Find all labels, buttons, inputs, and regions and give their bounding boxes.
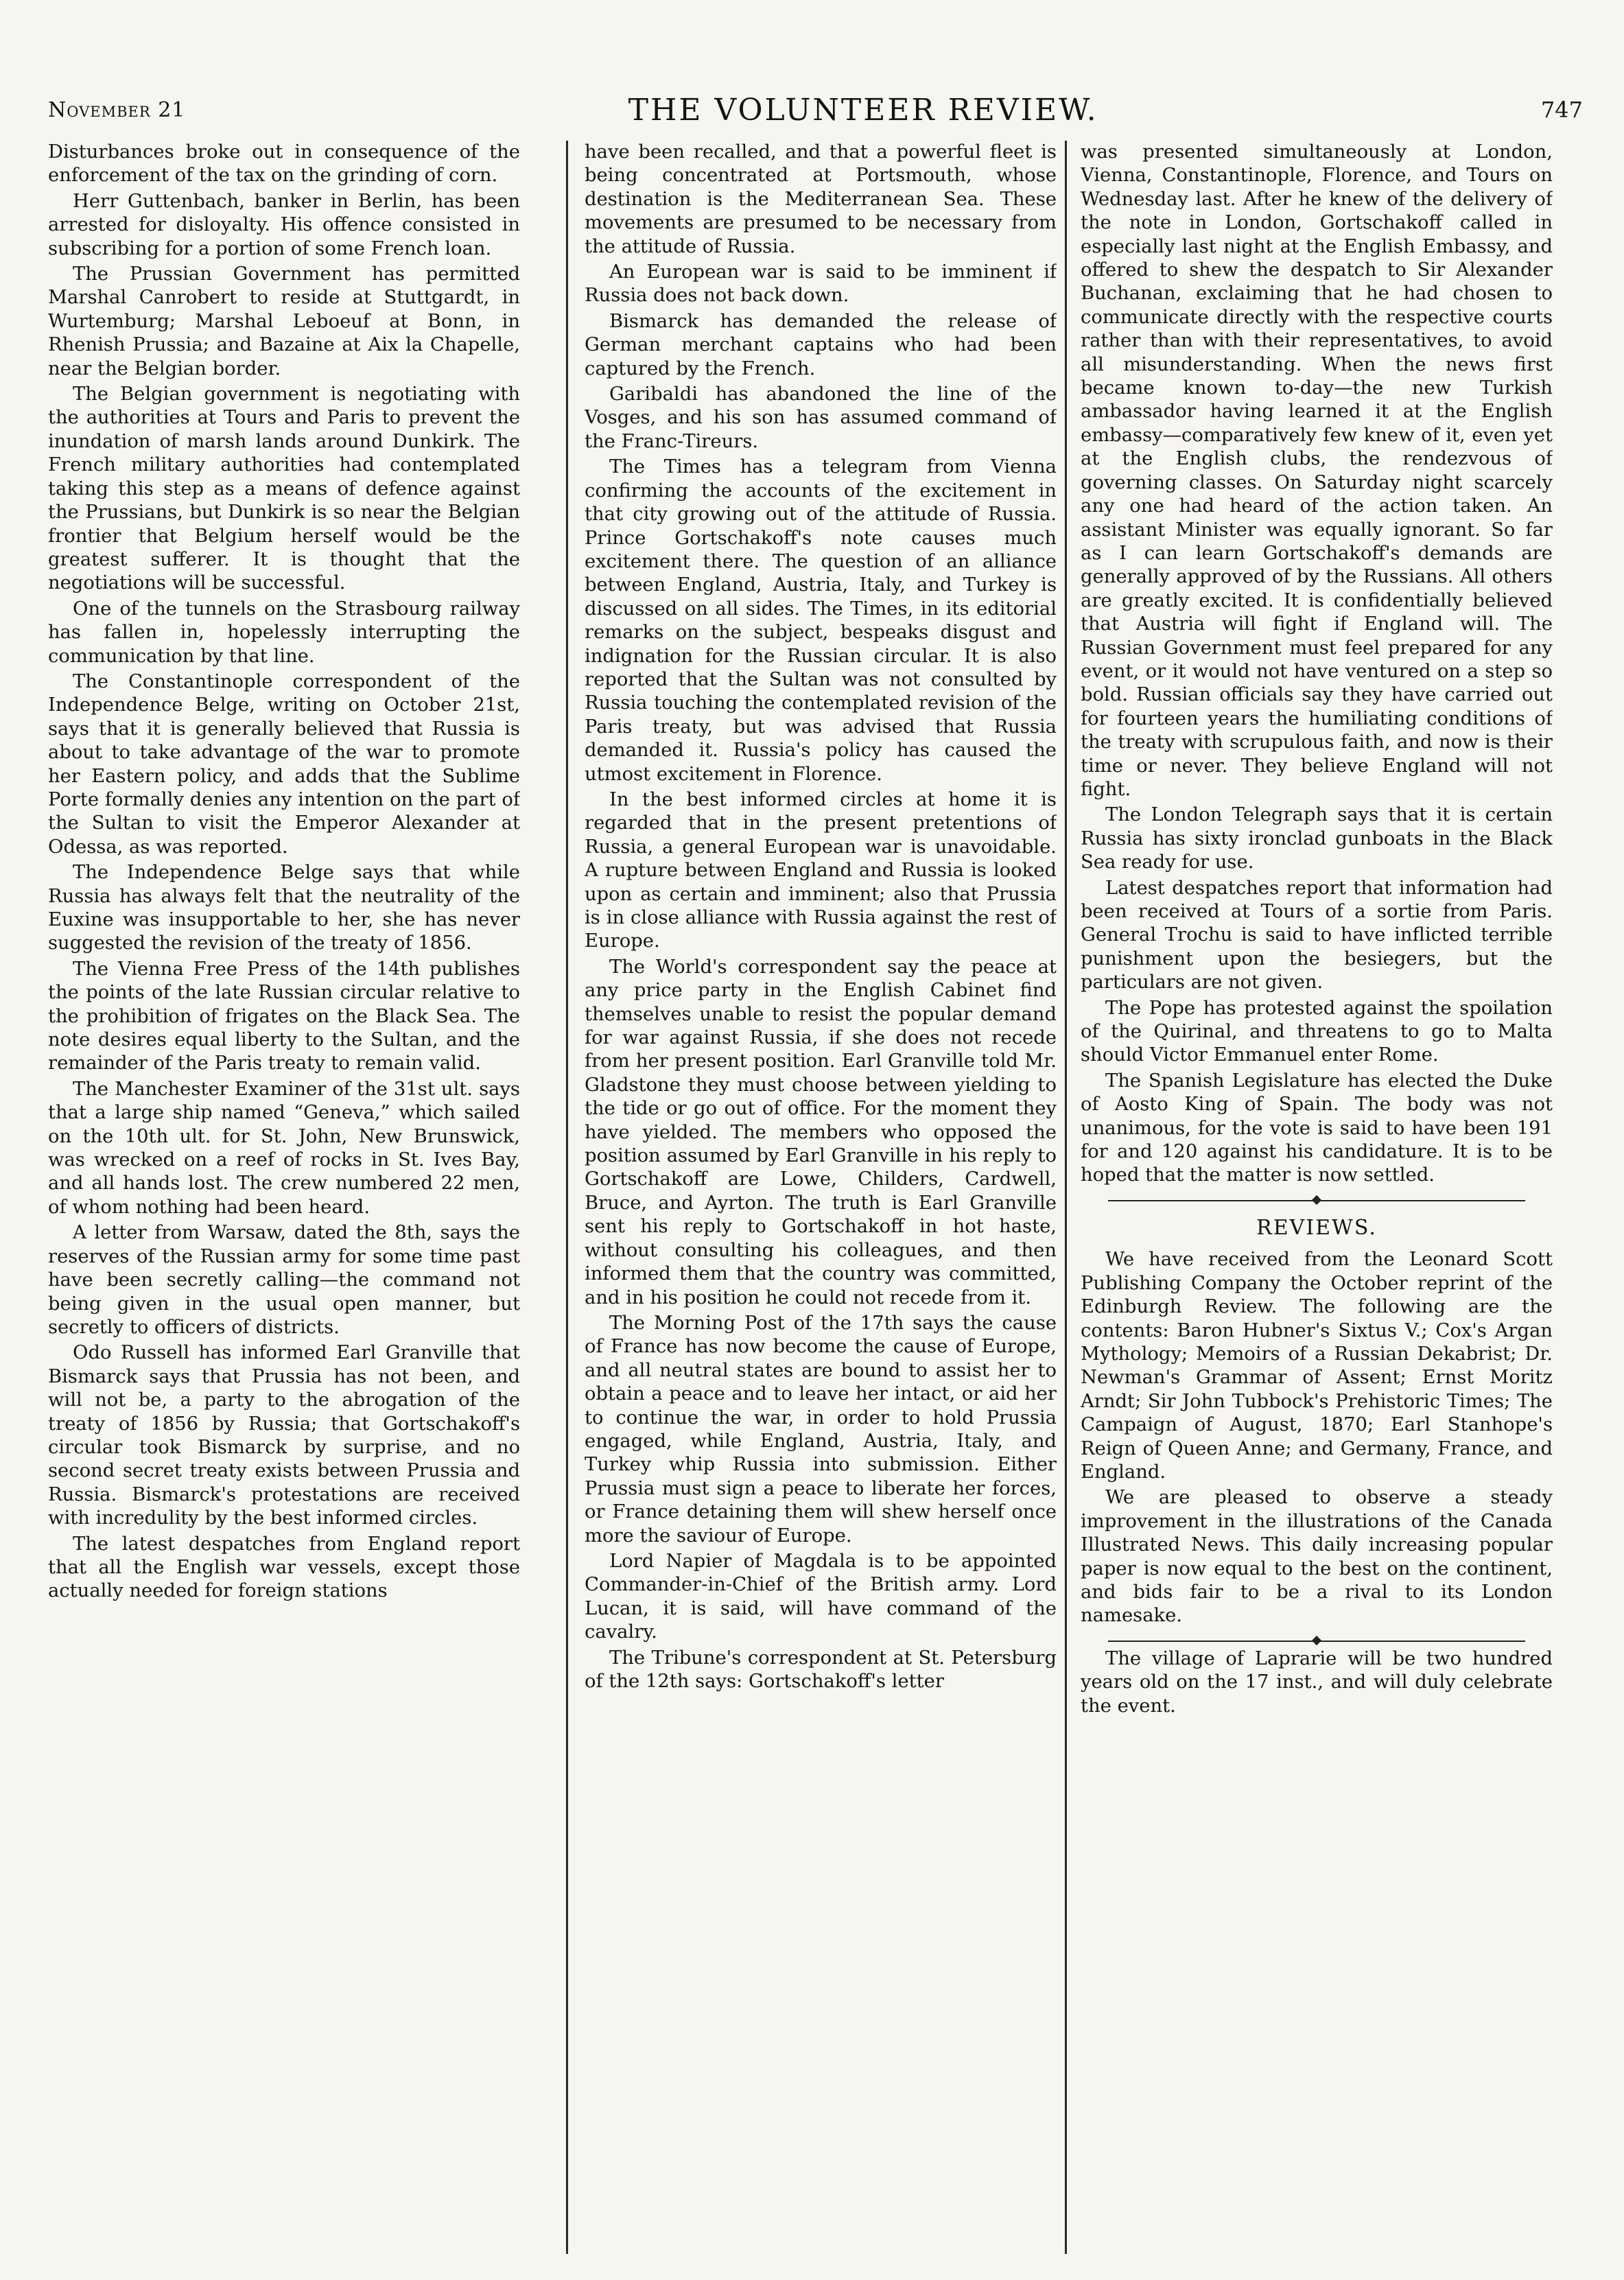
article-paragraph: The Pope has protested against the spoilation of the Quirinal, and threatens to go to Malta should Victor Emmanuel enter Rome. [1081, 997, 1553, 1066]
article-paragraph: The Spanish Legislature has elected the Duke of Aosto King of Spain. The body was not unanimous, for the vote is said to have been 191 for and 120 against his candidature. It is to be hoped that the matter is now settled. [1081, 1070, 1553, 1186]
closing-paragraph: The village of Laprarie will be two hundred years old on the 17 inst., and will duly celebrate the event. [1081, 1647, 1553, 1717]
article-paragraph: Herr Guttenbach, banker in Berlin, has been arrested for disloyalty. His offence consisted in subscribing for a portion of some French loan. [48, 190, 520, 259]
column-rule [566, 141, 568, 2254]
review-paragraph: We have received from the Leonard Scott Publishing Company the October reprint of the Edinburgh Review. The following are the contents: Baron Hubner's Sixtus V.; Cox's Argan Mythology; Memoirs of a Russian Dekabrist; Dr. Newman's Grammar of Assent; Ernst Moritz Arndt; Sir John Tubbock's Prehistoric Times; The Campaign of August, 1870; Earl Stanhope's Reign of Queen Anne; and Germany, France, and England. [1081, 1249, 1553, 1483]
section-divider [1108, 1195, 1525, 1207]
article-paragraph: One of the tunnels on the Strasbourg railway has fallen in, hopelessly interrupting the communication by that line. [48, 598, 520, 667]
article-paragraph: Latest despatches report that information had been received at Tours of a sortie from Paris. General Trochu is said to have inflicted terrible punishment upon the besiegers, but the particulars are not given. [1081, 877, 1553, 994]
article-paragraph: The Constantinople correspondent of the Independence Belge, writing on October 21st, says that it is generally believed that Russia is about to take advantage of the war to promote her Eastern policy, and adds that the Sublime Porte formally denies any intention on the part of the Sultan to visit the Emperor Alexander at Odessa, as was reported. [48, 670, 520, 858]
article-paragraph: have been recalled, and that a powerful fleet is being concentrated at Portsmouth, whose destination is the Mediterranean Sea. These movements are presumed to be necessary from the attitude of Russia. [585, 141, 1057, 257]
article-paragraph: The Independence Belge says that while Russia has always felt that the neutrality of the Euxine was insupportable to her, she has never suggested the revision of the treaty of 1856. [48, 862, 520, 954]
article-paragraph: The latest despatches from England report that all the English war vessels, except those actually needed for foreign stations [48, 1533, 520, 1602]
review-paragraph: We are pleased to observe a steady improvement in the illustrations of the Canada Illustrated News. This daily increasing popular paper is now equal to the best on the continent, and bids fair to be a rival to its London namesake. [1081, 1487, 1553, 1627]
article-paragraph: The Prussian Government has permitted Marshal Canrobert to reside at Stuttgardt, in Wurtemburg; Marshal Leboeuf at Bonn, in Rhenish Prussia; and Bazaine at Aix la Chapelle, near the Belgian border. [48, 263, 520, 379]
article-paragraph: The Times has a telegram from Vienna confirming the accounts of the excitement in that city growing out of the attitude of Russia. Prince Gortschakoff's note causes much excitement there. The question of an alliance between England, Austria, Italy, and Turkey is discussed on all sides. The Times, in its editorial remarks on the subject, bespeaks disgust and indignation for the Russian circular. It is also reported that the Sultan was not consulted by Russia touching the contemplated revision of the Paris treaty, but was advised that Russia demanded it. Russia's policy has caused the utmost excitement in Florence. [585, 456, 1057, 785]
newspaper-title: THE VOLUNTEER REVIEW. [628, 92, 1098, 128]
article-paragraph: The Tribune's correspondent at St. Petersburg of the 12th says: Gortschakoff's letter [585, 1647, 1057, 1692]
article-paragraph: The World's correspondent say the peace at any price party in the English Cabinet find themselves unable to resist the popular demand for war against Russia, if she does not recede from her present position. Earl Granville told Mr. Gladstone they must choose between yielding to the tide or go out of office. For the moment they have yielded. The members who opposed the position assumed by Earl Granville in his reply to Gortschakoff are Lowe, Childers, Cardwell, Bruce, and Ayrton. The truth is Earl Granville sent his reply to Gortschakoff in hot haste, without consulting his colleagues, and then informed them that the country was committed, and in his position he could not recede from it. [585, 956, 1057, 1308]
article-paragraph: Lord Napier of Magdala is to be appointed Commander-in-Chief of the British army. Lord Lucan, it is said, will have command of the cavalry. [585, 1550, 1057, 1643]
article-paragraph: Garibaldi has abandoned the line of the Vosges, and his son has assumed command of the Franc-Tireurs. [585, 384, 1057, 452]
page-number: 747 [1540, 97, 1583, 123]
column-2 [585, 141, 1057, 2261]
reviews-heading: REVIEWS. [1256, 1215, 1377, 1240]
article-paragraph: Disturbances broke out in consequence of the enforcement of the tax on the grinding of corn. [48, 141, 520, 187]
article-paragraph: was presented simultaneously at London, Vienna, Constantinople, Florence, and Tours on Wednesday last. After he knew of the delivery of the note in London, Gortschakoff called in especially last night at the English Embassy, and offered to shew the despatch to Sir Alexander Buchanan, exclaiming that he had chosen to communicate directly with the respective courts rather than with their representatives, to avoid all misunderstanding. When the news first became known to-day—the new Turkish ambassador having learned it at the English embassy—comparatively few knew of it, even yet at the English clubs, the rendezvous of governing classes. On Saturday night scarcely any one had heard of the action taken. An assistant Minister was equally ignorant. So far as I can learn Gortschakoff's demands are generally approved of by the Russians. All others are greatly excited. It is confidentially believed that Austria will fight if England will. The Russian Government must feel prepared for any event, or it would not have ventured on a step so bold. Russian officials say they have carried out for fourteen years the humiliating conditions of the treaty with scrupulous faith, and now is their time or never. They believe England will not fight. [1081, 141, 1553, 800]
column-3 [1081, 141, 1553, 2261]
article-paragraph: The Belgian government is negotiating with the authorities at Tours and Paris to prevent the inundation of marsh lands around Dunkirk. The French military authorities had contemplated taking this step as a means of defence against the Prussians, but Dunkirk is so near the Belgian frontier that Belgium herself would be the greatest sufferer. It is thought that the negotiations will be successful. [48, 384, 520, 594]
column-rule [1065, 141, 1067, 2254]
article-paragraph: In the best informed circles at home it is regarded that in the present pretentions of Russia, a general European war is unavoidable. A rupture between England and Russia is looked upon as certain and imminent; also that Prussia is in close alliance with Russia against the rest of Europe. [585, 788, 1057, 952]
article-paragraph: The Morning Post of the 17th says the cause of France has now become the cause of Europe, and all neutral states are bound to assist her to obtain a peace and to leave her intact, or aid her to continue the war, in order to hold Prussia engaged, while England, Austria, Italy, and Turkey whip Russia into submission. Either Prussia must sign a peace to liberate her forces, or France detaining them will shew herself once more the saviour of Europe. [585, 1312, 1057, 1547]
article-paragraph: A letter from Warsaw, dated the 8th, says the reserves of the Russian army for some time past have been secretly calling—the command not being given in the usual open manner, but secretly to officers of districts. [48, 1222, 520, 1338]
article-paragraph: An European war is said to be imminent if Russia does not back down. [585, 261, 1057, 307]
section-divider [1108, 1635, 1525, 1647]
article-paragraph: Bismarck has demanded the release of German merchant captains who had been captured by the French. [585, 310, 1057, 379]
article-paragraph: The London Telegraph says that it is certain Russia has sixty ironclad gunboats in the Black Sea ready for use. [1081, 804, 1553, 873]
article-paragraph: The Manchester Examiner of the 31st ult. says that a large ship named “Geneva,” which sailed on the 10th ult. for St. John, New Brunswick, was wrecked on a reef of rocks in St. Ives Bay, and all hands lost. The crew numbered 22 men, of whom nothing had been heard. [48, 1078, 520, 1218]
article-paragraph: Odo Russell has informed Earl Granville that Bismarck says that Prussia has not been, and will not be, a party to the abrogation of the treaty of 1856 by Russia; that Gortschakoff's circular took Bismarck by surprise, and no second secret treaty exists between Prussia and Russia. Bismarck's protestations are received with incredulity by the best informed circles. [48, 1342, 520, 1529]
page-header [48, 89, 1583, 130]
article-paragraph: The Vienna Free Press of the 14th publishes the points of the late Russian circular relative to the prohibition of frigates on the Black Sea. The note desires equal liberty to the Sultan, and the remainder of the Paris treaty to remain valid. [48, 958, 520, 1074]
column-1 [48, 141, 520, 2261]
header-date: November 21 [48, 97, 186, 122]
